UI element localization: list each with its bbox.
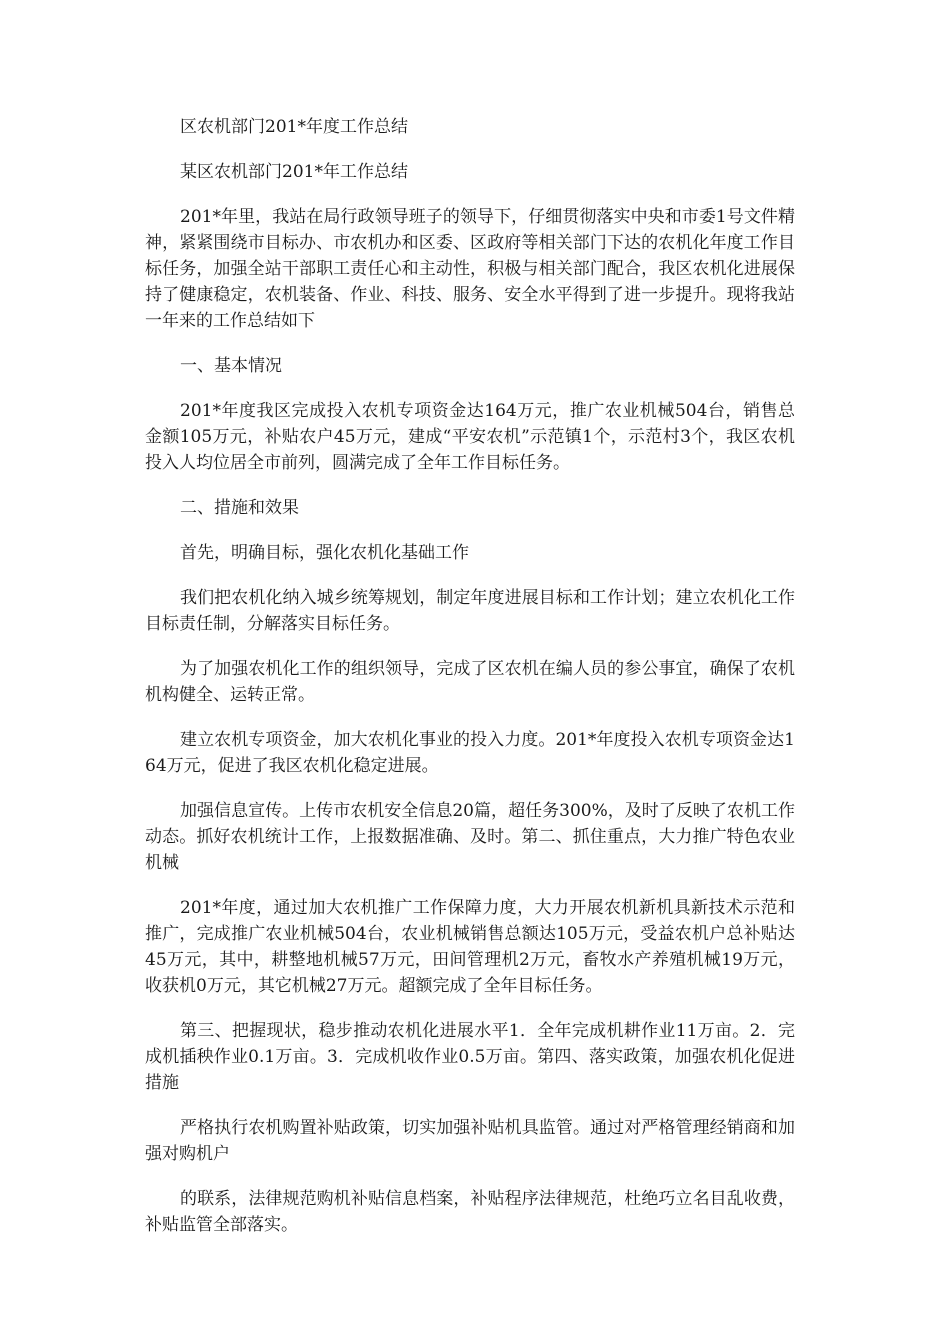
paragraph: 的联系，法律规范购机补贴信息档案，补贴程序法律规范，杜绝巧立名目乱收费，补贴监管全部落实。 (145, 1189, 795, 1235)
paragraph: 201*年度，通过加大农机推广工作保障力度，大力开展农机新机具新技术示范和推广，完成推广农业机械504台，农业机械销售总额达105万元，受益农机户总补贴达45万元，其中，耕整地机械57万元，田间管理机2万元，畜牧水产养殖机械19万元，收获机0万元，其它机械27万元。超额完成了全年目标任务。 (145, 898, 795, 996)
paragraph-intro: 201*年里，我站在局行政领导班子的领导下，仔细贯彻落实中央和市委1号文件精神，紧紧围绕市目标办、市农机办和区委、区政府等相关部门下达的农机化年度工作目标任务，加强全站干部职工责任心和主动性，积极与相关部门配合，我区农机化进展保持了健康稳定，农机装备、作业、科技、服务、安全水平得到了进一步提升。现将我站一年来的工作总结如下 (145, 207, 795, 331)
paragraph: 我们把农机化纳入城乡统筹规划，制定年度进展目标和工作计划；建立农机化工作目标责任制，分解落实目标任务。 (145, 588, 795, 634)
paragraph: 建立农机专项资金，加大农机化事业的投入力度。201*年度投入农机专项资金达164万元，促进了我区农机化稳定进展。 (145, 730, 795, 776)
paragraph: 为了加强农机化工作的组织领导，完成了区农机在编人员的参公事宜，确保了农机机构健全、运转正常。 (145, 659, 795, 705)
document-body (145, 114, 795, 1257)
subheading-first: 首先，明确目标，强化农机化基础工作 (180, 543, 469, 563)
section-heading-basic: 一、基本情况 (180, 356, 282, 376)
paragraph-basic: 201*年度我区完成投入农机专项资金达164万元，推广农业机械504台，销售总金额105万元，补贴农户45万元，建成“平安农机”示范镇1个，示范村3个，我区农机投入人均位居全市前列，圆满完成了全年工作目标任务。 (145, 401, 795, 473)
paragraph: 第三、把握现状，稳步推动农机化进展水平1．全年完成机耕作业11万亩。2．完成机插秧作业0.1万亩。3．完成机收作业0.5万亩。第四、落实政策，加强农机化促进措施 (145, 1021, 795, 1093)
document-title: 区农机部门201*年度工作总结 (180, 117, 408, 137)
document-subtitle: 某区农机部门201*年工作总结 (180, 162, 408, 182)
paragraph: 加强信息宣传。上传市农机安全信息20篇，超任务300%，及时了反映了农机工作动态。抓好农机统计工作，上报数据准确、及时。第二、抓住重点，大力推广特色农业机械 (145, 801, 795, 873)
paragraph: 严格执行农机购置补贴政策，切实加强补贴机具监管。通过对严格管理经销商和加强对购机户 (145, 1118, 795, 1164)
section-heading-measures: 二、措施和效果 (180, 498, 299, 518)
